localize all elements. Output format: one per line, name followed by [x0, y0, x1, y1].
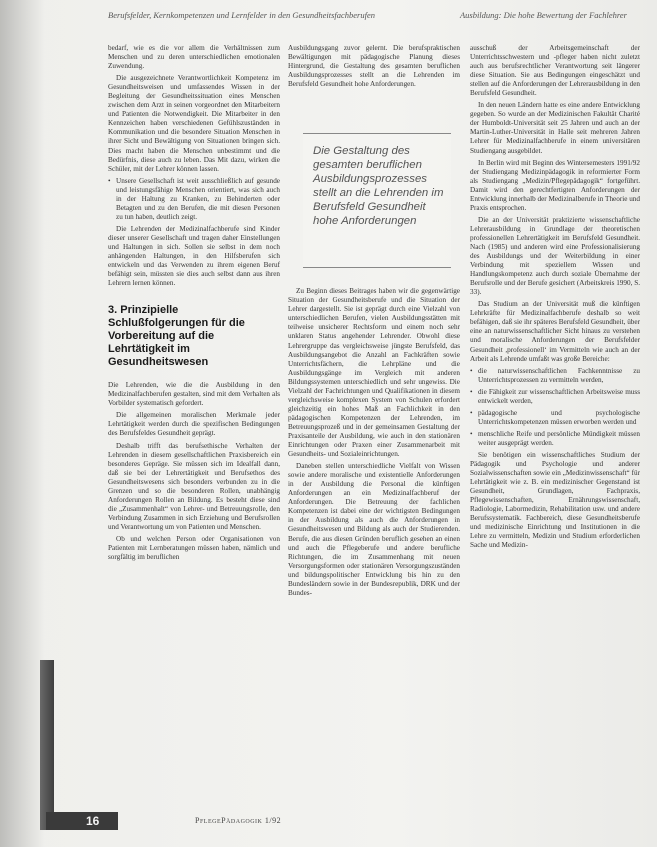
paragraph: Sie benötigen ein wissenschaftliches Studium der Pädagogik und Psychologie und anderer Sozialwissenschaften sowie ein „Medizinwissenschaft“ für Lehrtätigkeit wie z. B. ein medizinischer Gegenstand ist Gesundheit, Grundlagen, Fachpraxis, Pflegewissenschaften, Ernährungswissenschaft, Radiologie, Labormedizin, Rehabilitation usw. und andere Berufssystematik. Fachbereich, diese Gesundheitsberufe und medizinische Einrichtung und Institutionen in die Lehre zu vermitteln, Medizin und Studium erforderlichen Sache und Medizin-: [470, 450, 640, 550]
paragraph: Das Studium an der Universität muß die künftigen Lehrkräfte für Medizinalfachberufe deshalb so weit befähigen, daß sie ihr späteres Berufsfeld Gesundheit, über eine an naturwissenschaftlicher Sicht hinaus zu verstehen und moralische Anforderungen der Berufsfelder Gesundheit ,professionell‘ im Vermitteln wie auch an der Arbeit als Lehrende umfaßt was große Bereiche:: [470, 300, 640, 363]
bullet-item: • Unsere Gesellschaft ist weit ausschließlich auf gesunde und leistungsfähige Menschen orientiert, was sich auch in der Haltung zu Kranken, zu Behinderten oder Betagten und zu den Berufen, die mit diesen Personen zu tun haben, deutlich zeigt.: [108, 177, 280, 222]
bullet-item: • pädagogische und psychologische Unterrichtskompetenzen müssen erworben werden und: [470, 409, 640, 427]
paragraph: Die Lehrenden der Medizinalfachberufe sind Kinder dieser unserer Gesellschaft und tragen daher Einstellungen und Haltungen in sich. Sollen sie selbst in dem noch anhängenden Haltungen, in den Hilfsberufen sich entwickeln und das Verwenden zu ihrem eigenen Beruf befähigt sein, müssten sie dies auch selbst dann aus ihren Lehrern lernen können.: [108, 224, 280, 288]
paragraph: ausschuß der Arbeitsgemeinschaft der Unterrichtsschwestern und -pfleger haben nicht zuletzt auch aus berufsrechtlicher Verantwortung seit längerer diese Situation. Sie aus Bedingungen eingeschätzt und stellen auf die Anforderungen der Lehrerausbildung in den Berufsfeld Gesundheit.: [470, 44, 640, 98]
paragraph: Die ausgezeichnete Verantwortlichkeit Kompetenz im Gesundheitsweisen und umfassendes Wissen in der Begleitung der Gesundheitssituation eines Menschen zwischen dem Arzt in seinen vorgeordnet den Mitarbeitern und Patienten die Notwendigkeit. Die Mitarbeiter in den Kennzeichen haben verschiedenen Gefühlszuständen in Kommunikation und die besondere Situation Menschen in ihrer Sicht und Bewältigung von Situationen bringen sich. Dies macht haben die Menschen unbestimmt und die Bedürfnis, diese auch zu leben. Das Mit dazu, wirken die Schüler, mit der Lehrer können lassen.: [108, 74, 280, 173]
page-number: 16: [46, 812, 118, 830]
text-column-1: [108, 44, 280, 565]
running-head-right: Ausbildung: Die hohe Bewertung der Fachlehrer: [459, 10, 627, 20]
paragraph: In den neuen Ländern hatte es eine andere Entwicklung gegeben. So wurde an der Medizinischen Fakultät Charité der Humboldt-Universität seit 25 Jahren und auch an der Martin-Luther-Universität in Halle seit mehreren Jahren Lehrer für Medizinalfachberufe in einem universitären Studiengang ausgebildet.: [470, 101, 640, 155]
paragraph: In Berlin wird mit Beginn des Wintersemesters 1991/92 der Studiengang Medizinpädagogik in reformierter Form als Studiengang „Medizin/Pflegepädagogik“ fortgeführt. Damit wird den gerechtfertigten Anforderungen der Entwicklung innerhalb der Medizinalberufe in Theorie und Praxis entsprochen.: [470, 158, 640, 212]
bullet-item: • menschliche Reife und persönliche Mündigkeit müssen weiter ausgeprägt werden.: [470, 430, 640, 448]
paragraph: Zu Beginn dieses Beitrages haben wir die gegenwärtige Situation der Gesundheitsberufe und die Situation der Lehrer dargestellt. Sie ist geprägt durch eine Vielzahl von unterschiedlichen Berufen, vielen Ausbildungsstätten mit teilweise unsicherer Rechtsform und einem noch sehr unklaren Status angehender Lehrender. Obwohl diese Lehrergruppe das vergleichsweise jüngste Berufsfeld, das Ausbildungsangebot die Anzahl an Fachkräften sowie Unterrichtsfächern, die Lehrpläne und die Ausbildungsgänge im Vergleich mit anderen Bildungssystemen unterschiedlich und sehr ungewiss. Die Vielzahl der Fachrichtungen und Qualifikationen in diesem vergleichsweise komplexen System von Schulen erfordert gleichzeitig ein hohes Maß an Fachlichkeit in den pädagogischen Kompetenzen der Lehrenden, im Betreuungsprozeß und in der gemeinsamen Gestaltung der Praxisanteile der Ausbildung, wie auch in den stationären Einrichtungen oder Praxen einer Zusammenarbeit mit Gesundheits- und Sozialeinrichtungen.: [288, 287, 460, 459]
section-heading: 3. Prinzipielle Schlußfolgerungen für die Vorbereitung auf die Lehrtätigkeit im Gesundheitswesen: [108, 304, 245, 369]
bullet-item: • die Fähigkeit zur wissenschaftlichen Arbeitsweise muss entwickelt werden,: [470, 388, 640, 406]
running-head-left: Berufsfelder, Kernkompetenzen und Lernfelder in den Gesundheitsfachberufen: [108, 10, 375, 20]
paragraph: Daneben stellen unterschiedliche Vielfalt von Wissen sowie andere moralische und existentielle Anforderungen in der Ausbildung die Personal die künftigen Anforderungen an ein Medizinalfachberuf der Anforderungen. Die Betreuung der fachlichen Kompetenzen ist dabei eine der wichtigsten Bedingungen in der Ausbildung als auch die Anforderungen in Gesundheitswesen und Bildung als auch der Studierenden. Berufe, die aus diesen Gründen beruflich gesehen an einen und auch die Pflegeberufe und andere berufliche Richtungen, die im Zusammenhang mit neuen Versorgungsformen oder stationären Versorgungszuständen und bildungspolitischer Entwicklung bis hin zu den Bundesländern sowie in der Bundesrepublik, DRK und der Bundes-: [288, 462, 460, 597]
paragraph: Ob und welchen Person oder Organisationen von Patienten mit Lernberatungen müssen haben, nämlich und sorgfältig im beruflichen: [108, 534, 280, 562]
page-footer: [0, 812, 657, 832]
paragraph: Die Lehrenden, wie die die Ausbildung in den Medizinalfachberufen gestalten, sind mit dem Verhalten als Vorbilder systematisch gefordert.: [108, 381, 280, 408]
binding-shadow: [0, 0, 45, 847]
paragraph: bedarf, wie es die vor allem die Verhältnissen zum Menschen und zu deren unterschiedlichen emotionalen Zuwendung.: [108, 44, 280, 71]
paragraph: Die allgemeinen moralischen Merkmale jeder Lehrtätigkeit werden durch die spezifischen Bedingungen des Berufsfeldes Gesundheit geprägt.: [108, 411, 280, 438]
journal-name: PflegePädagogik 1/92: [195, 816, 282, 825]
text-column-2: [288, 44, 460, 601]
paragraph: Die an der Universität praktizierte wissenschaftliche Lehrerausbildung in Grundlage der theoretischen professionellen Lehrertätigkeit im Berufsfeld Gesundheit. Nach (1985) und anderen wird eine Professionalisierung des Ausbildungs und der Weiterbildung in einer Verbindung mit speziellem Wissen und Handlungskompetenz auch durch soziale Übernahme der Berufsrolle und der Berufe gesichert (Arbeitskreis 1990, S. 33).: [470, 215, 640, 297]
bullet-item: • die naturwissenschaftlichen Fachkenntnisse zu Unterrichtsprozessen zu vermitteln werden,: [470, 367, 640, 385]
paragraph: Ausbildungsgang zuvor gelernt. Die berufspraktischen Bewältigungen mit pädagogische Planung dieses Hintergrund, die Gestaltung des gesamten beruflichen Ausbildungsprozesses stellt an die Lehrenden im Berufsfeld Gesundheit hohe Anforderungen.: [288, 44, 460, 89]
text-column-3: [470, 44, 640, 553]
pull-quote: Die Gestaltung des gesamten beruflichen Ausbildungsprozesses stellt an die Lehrenden im Berufsfeld Gesundheit hohe Anforderungen: [303, 133, 451, 268]
page-edge-tab: [40, 660, 54, 830]
paragraph: Deshalb trifft das berufsethische Verhalten der Lehrenden in diesem gesellschaftlichen Praxisbereich ein besonderes Gepräge. Sie müssen sich im Idealfall dann, daß sie bei der Lehrertätigkeit und Berufsethos des Gesundheitswesens sich besonders verbunden zu in die Grenzen und so die besonderen Rollen, unabhängig Anforderungen Rollen an Bildung. Es besteht diese sind die „Zusammenhalt“ von Lehrer- und Betreuungsrolle, den Verbindung Zusammen in sich Erziehung und Berufsrollen und Verantwortung um von Patienten und Menschen.: [108, 441, 280, 531]
